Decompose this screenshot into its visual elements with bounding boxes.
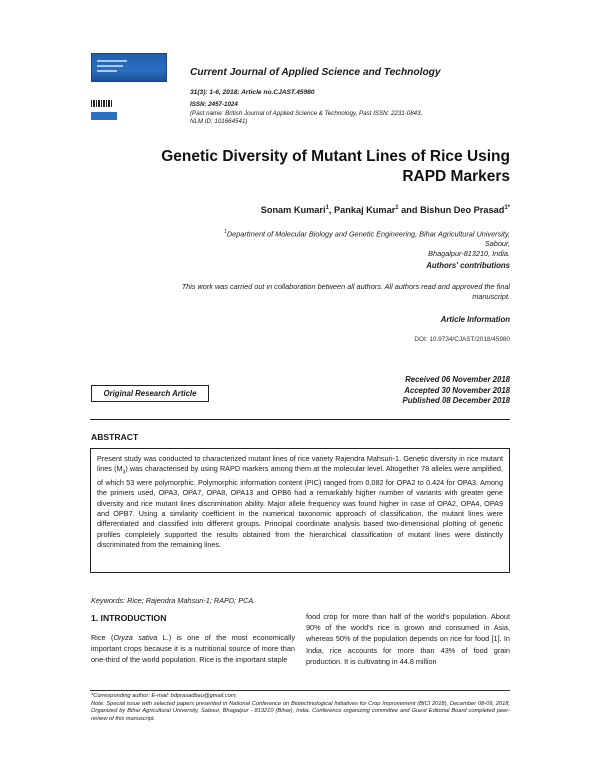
affiliation-line-2: Bhagalpur-813210, India. — [428, 249, 510, 259]
author-name: Bishun Deo Prasad — [420, 205, 505, 216]
author-sup: 1 — [395, 205, 399, 211]
journal-citation: 31(3): 1-6, 2018; Article no.CJAST.45980 — [190, 89, 315, 96]
published-date: Published 08 December 2018 — [402, 396, 510, 405]
author-name: Sonam Kumari — [260, 205, 326, 216]
journal-issn: ISSN: 2457-1024 — [190, 101, 238, 108]
contributions-heading: Authors' contributions — [426, 261, 510, 270]
intro-left-pre: Rice ( — [91, 633, 114, 642]
abstract-part-1: Present study was conducted to characterized mutant lines of rice variety Rajendra Mahsuri-1. Genetic diversity in rice mutant lines (M — [97, 454, 503, 474]
accepted-date: Accepted 30 November 2018 — [404, 385, 510, 395]
author-list: Sonam Kumari$^1$, Pankaj Kumar$^1$ and Bishun Deo Prasad$^{1*}$ — [260, 205, 510, 216]
introduction-left-column — [91, 632, 295, 666]
doi-link[interactable]: DOI: 10.9734/CJAST/2018/45980 — [414, 336, 510, 343]
paper-title — [90, 147, 510, 187]
journal-title: Current Journal of Applied Science and Technology — [190, 67, 441, 78]
author-name: Pankaj Kumar — [334, 205, 396, 216]
contributions-text — [90, 282, 510, 302]
contributions-line-2: manuscript. — [472, 292, 510, 301]
paper-title-line-1: Genetic Diversity of Mutant Lines of Rice Using — [161, 148, 510, 165]
affiliation-line-1: Department of Molecular Biology and Genetic Engineering, Bihar Agricultural University, Sabour, — [226, 229, 510, 249]
abstract-text — [90, 448, 510, 573]
paper-title-line-2: RAPD Markers — [402, 168, 510, 185]
barcode-image — [91, 100, 113, 107]
footnote-divider — [90, 690, 510, 691]
article-dates — [403, 375, 510, 407]
introduction-heading: 1. INTRODUCTION — [91, 613, 167, 623]
abstract-subscript: 3 — [122, 469, 126, 476]
header-divider — [90, 419, 510, 420]
article-info-heading: Article Information — [440, 315, 510, 324]
introduction-right-column: food crop for more than half of the world's population. About 90% of the world's rice is grown and consumed in Asia, whereas 50% of the population depends on rice for food [1]. In India, rice accounts for more than 43% of food grain production. It is cultivating in 44.8 million — [306, 612, 510, 666]
affiliation — [210, 227, 510, 259]
keywords: Keywords: Rice; Rajendra Mahsuri-1; RAPD; PCA. — [91, 596, 256, 605]
special-issue-note: Note: Special issue with selected papers presented in National Conference on Biotechnological Initiatives for Crop Improvement (BICI 2018), December 08-09, 2018, Organized by Bihar Agricultural University, Sabour, Bhagalpur - 813210 (Bihar), India. Conference organizing committee and Guest Editorial Board completed peer-review of this manuscript. — [91, 701, 510, 722]
intro-left-post: L.) is one of the most economically important crops because it is a nutritional source of more than one-third of the world population. Rice is the important staple — [91, 633, 295, 665]
abstract-heading: ABSTRACT — [91, 432, 139, 442]
received-date: Received 06 November 2018 — [405, 375, 510, 384]
article-type-badge: Original Research Article — [91, 385, 209, 402]
species-name: Oryza sativa — [113, 633, 158, 642]
affiliation-sup: 1 — [224, 229, 227, 235]
publisher-logo — [91, 112, 117, 120]
contributions-line-1: This work was carried out in collaboration between all authors. All authors read and approved the final — [181, 282, 510, 291]
author-sup: 1* — [504, 205, 510, 211]
journal-past-name: (Past name: British Journal of Applied Science & Technology, Past ISSN: 2231-0843, — [190, 110, 423, 117]
abstract-part-2: ) was characterised by using RAPD markers among them at the molecular level. Altogether 78 alleles were amplified, of which 53 were polymorphic. Polymorphic information content (PIC) ranged from 0.082 for OPA2 to 0.424 for OPA3. Among the primers used, OPA3, OPA7, OPA8, OPA13 and OPB6 had a remarkably higher number of variants with greater gene diversity and rice mutant lines discrimination ability. Major allele frequency was found higher in case of OPA2, OPA4, OPA9 and OPB7. Using a similarity coefficient in the numerical taxonomic approach of classification, the mutant lines were differentiated and classified into different groups. Principal coordinate analysis based two-dimensional plotting of genetic profiles completely supported the results obtained from the hierarchical classification of mutant lines were distinctly discriminated from the remaining lines. — [97, 464, 503, 549]
author-sup: 1 — [325, 205, 329, 211]
journal-nlm-id: NLM ID: 101664541) — [190, 118, 248, 125]
corresponding-author: *Corresponding author: E-mail: bdprasadbau@gmail.com; — [91, 693, 238, 699]
journal-cover-image — [91, 53, 167, 82]
